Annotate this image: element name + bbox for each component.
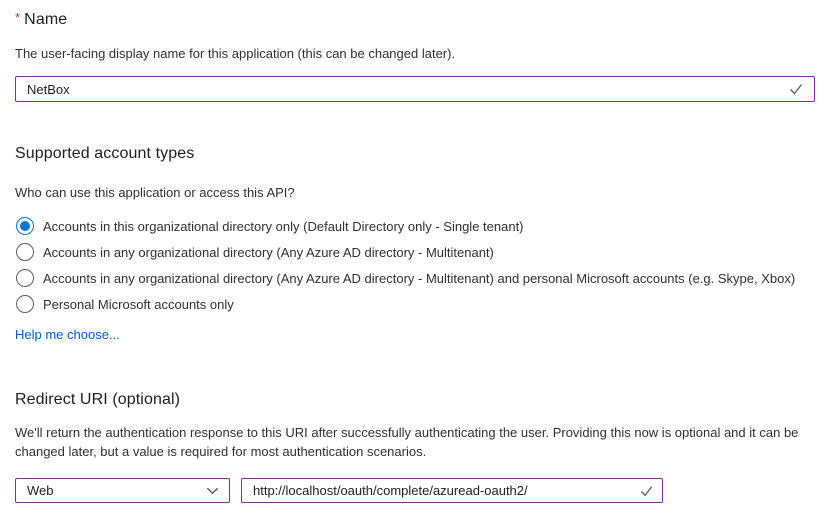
checkmark-icon [788,81,804,97]
radio-selected-icon[interactable] [16,217,34,235]
radio-option-multitenant[interactable] [15,239,815,265]
help-me-choose-link[interactable]: Help me choose... [15,327,120,342]
account-types-title: Supported account types [15,145,195,162]
radio-option-multitenant-personal[interactable] [15,265,815,291]
platform-select-value: Web [27,483,54,498]
redirect-uri-input[interactable] [242,479,662,502]
platform-select-dropdown[interactable] [15,478,230,503]
chevron-down-icon [205,483,220,498]
redirect-uri-input-container [241,478,663,503]
required-asterisk: * [15,10,21,25]
radio-option-single-tenant[interactable] [15,213,815,239]
radio-option-label: Accounts in any organizational directory (Any Azure AD directory - Multitenant) and personal Microsoft accounts (e.g. Skype, Xbox) [43,270,796,286]
radio-option-label: Accounts in any organizational directory (Any Azure AD directory - Multitenant) [43,244,494,260]
name-description: The user-facing display name for this application (this can be changed later). [15,46,456,61]
name-section [15,10,815,102]
redirect-uri-section [15,391,815,503]
account-type-radio-group [15,213,815,317]
radio-unselected-icon[interactable] [16,243,34,261]
name-input[interactable] [16,77,814,101]
name-section-title [15,10,815,29]
radio-option-personal-only[interactable] [15,291,815,317]
checkmark-icon [639,483,654,498]
redirect-uri-controls [15,478,815,503]
radio-option-label: Personal Microsoft accounts only [43,296,234,312]
redirect-uri-description: We'll return the authentication response to this URI after successfully authenticating the user. Providing this now is optional and it can be changed later, but a value is required for most authentication scenarios. [15,425,799,459]
radio-unselected-icon[interactable] [16,295,34,313]
radio-unselected-icon[interactable] [16,269,34,287]
account-types-section [15,145,815,344]
account-types-question: Who can use this application or access this API? [15,185,295,200]
redirect-uri-title: Redirect URI (optional) [15,391,181,408]
name-input-container [15,76,815,102]
name-title-text: Name [24,11,68,28]
radio-option-label: Accounts in this organizational directory only (Default Directory only - Single tenant) [43,218,524,234]
